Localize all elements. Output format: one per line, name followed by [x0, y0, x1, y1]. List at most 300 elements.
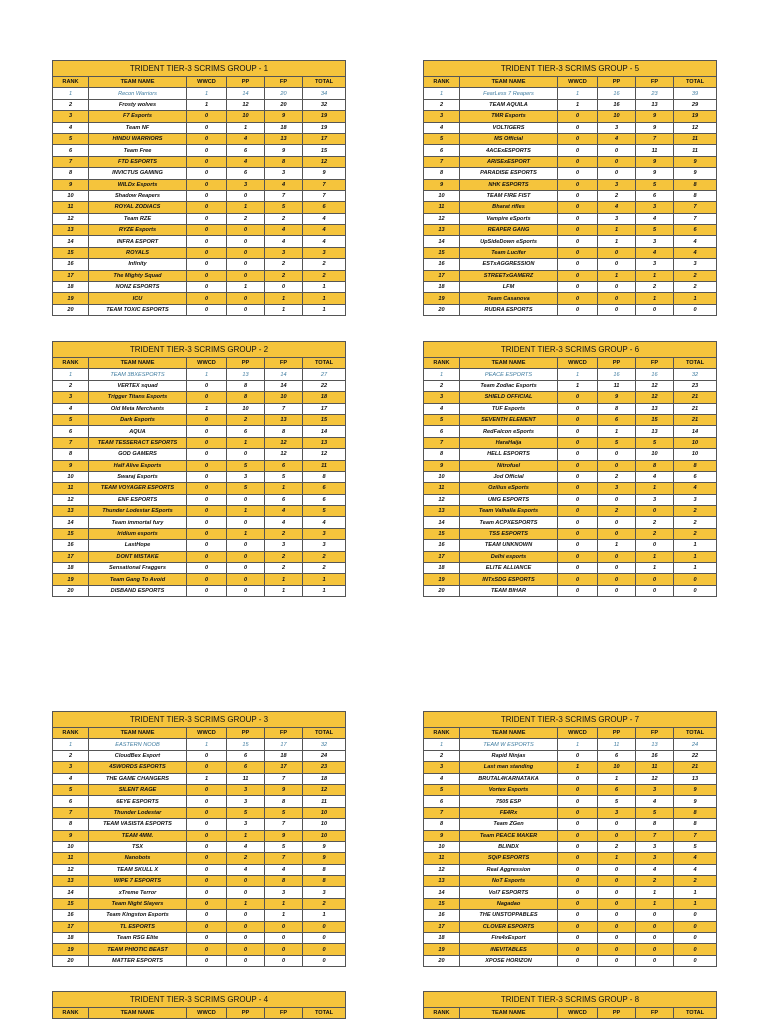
table-row [424, 392, 717, 403]
table-row [424, 293, 717, 304]
table-cell: 0 [558, 528, 598, 539]
column-header: WWCD [187, 358, 227, 369]
table-row [424, 910, 717, 921]
table-row [424, 574, 717, 585]
table-cell: 13 [265, 133, 303, 144]
table-row [53, 796, 346, 807]
table-cell: 5 [227, 807, 265, 818]
table-cell: 3 [303, 887, 346, 898]
table-row [53, 380, 346, 391]
table-cell: 20 [265, 88, 303, 99]
table-cell: 7 [424, 807, 460, 818]
team-name-cell: RUDRA ESPORTS [460, 304, 558, 315]
table-cell: 0 [598, 563, 636, 574]
table-cell: 5 [674, 841, 717, 852]
table-cell: 27 [303, 369, 346, 380]
column-header: WWCD [187, 728, 227, 739]
table-cell: 9 [53, 830, 89, 841]
table-cell: 0 [558, 517, 598, 528]
table-cell: 3 [674, 494, 717, 505]
table-cell: 12 [636, 392, 674, 403]
table-cell: 0 [303, 944, 346, 955]
table-cell: 11 [424, 853, 460, 864]
table-cell: 0 [265, 921, 303, 932]
table-cell: 4 [636, 471, 674, 482]
column-header: WWCD [558, 1008, 598, 1019]
table-cell: 4 [674, 247, 717, 258]
table-row [424, 784, 717, 795]
column-header: TEAM NAME [460, 358, 558, 369]
table-cell: 0 [636, 540, 674, 551]
table-cell: 0 [187, 955, 227, 966]
team-name-cell: Team NF [89, 122, 187, 133]
table-cell: 0 [187, 563, 227, 574]
table-cell: 1 [265, 910, 303, 921]
table-row [53, 517, 346, 528]
table-cell: 1 [598, 225, 636, 236]
table-cell: 9 [636, 156, 674, 167]
table-cell: 1 [303, 293, 346, 304]
table-row [53, 471, 346, 482]
table-cell: 0 [598, 145, 636, 156]
table-cell: 18 [53, 282, 89, 293]
table-cell: 0 [187, 517, 227, 528]
table-row [424, 585, 717, 596]
table-cell: 5 [265, 471, 303, 482]
table-cell: 2 [303, 563, 346, 574]
table-cell: 6 [227, 168, 265, 179]
team-name-cell: ELITE ALLIANCE [460, 563, 558, 574]
table-row [53, 898, 346, 909]
table-row [424, 282, 717, 293]
table-row [53, 247, 346, 258]
team-name-cell: 7505 ESP [460, 796, 558, 807]
team-name-cell: Half Alive Esports [89, 460, 187, 471]
table-cell: 2 [53, 99, 89, 110]
table-cell: 11 [53, 853, 89, 864]
table-cell: 18 [424, 563, 460, 574]
table-cell: 13 [636, 403, 674, 414]
table-cell: 0 [636, 506, 674, 517]
table-row [424, 921, 717, 932]
table-cell: 0 [558, 830, 598, 841]
column-header: WWCD [187, 1008, 227, 1019]
table-cell: 12 [424, 864, 460, 875]
table-cell: 10 [424, 841, 460, 852]
table-cell: 8 [598, 403, 636, 414]
table-cell: 2 [424, 750, 460, 761]
table-row [424, 133, 717, 144]
table-cell: 7 [303, 190, 346, 201]
table-cell: 1 [53, 88, 89, 99]
table-row [53, 213, 346, 224]
table-cell: 0 [598, 933, 636, 944]
team-name-cell: ESTxAGGRESSION [460, 259, 558, 270]
table-row [424, 853, 717, 864]
team-name-cell: ENF ESPORTS [89, 494, 187, 505]
table-cell: 5 [265, 841, 303, 852]
group-title: TRIDENT TIER-3 SCRIMS GROUP - 5 [424, 61, 717, 77]
table-row [424, 841, 717, 852]
table-cell: 0 [558, 887, 598, 898]
table-cell: 0 [265, 944, 303, 955]
table-cell: 2 [303, 898, 346, 909]
table-cell: 1 [265, 585, 303, 596]
team-name-cell: Team immortal fury [89, 517, 187, 528]
table-cell: 0 [636, 574, 674, 585]
table-cell: 0 [187, 270, 227, 281]
table-cell: 0 [227, 190, 265, 201]
table-row [53, 145, 346, 156]
table-row [53, 887, 346, 898]
table-cell: 0 [187, 819, 227, 830]
table-cell: 2 [265, 213, 303, 224]
table-row [53, 293, 346, 304]
team-name-cell: ARISExESPORT [460, 156, 558, 167]
table-cell: 6 [598, 784, 636, 795]
table-cell: 1 [558, 762, 598, 773]
team-name-cell: DONT MISTAKE [89, 551, 187, 562]
table-cell: 3 [53, 392, 89, 403]
table-cell: 7 [424, 156, 460, 167]
table-cell: 9 [424, 179, 460, 190]
table-cell: 19 [53, 574, 89, 585]
table-cell: 0 [187, 156, 227, 167]
column-header: FP [636, 1008, 674, 1019]
table-cell: 0 [187, 247, 227, 258]
table-cell: 15 [53, 247, 89, 258]
table-cell: 4 [265, 179, 303, 190]
table-cell: 0 [227, 259, 265, 270]
team-name-cell: FTD ESPORTS [89, 156, 187, 167]
team-name-cell: Nitrofuel [460, 460, 558, 471]
table-cell: 7 [53, 156, 89, 167]
table-cell: 8 [265, 426, 303, 437]
table-cell: 4 [227, 841, 265, 852]
table-cell: 0 [598, 864, 636, 875]
table-row [53, 773, 346, 784]
table-cell: 7 [674, 213, 717, 224]
team-name-cell: MS Official [460, 133, 558, 144]
table-cell: 0 [558, 122, 598, 133]
standings-table-group [52, 341, 346, 597]
team-name-cell: Team ACPXESPORTS [460, 517, 558, 528]
team-name-cell: Team Lucifer [460, 247, 558, 258]
table-cell: 0 [265, 955, 303, 966]
table-cell: 17 [53, 921, 89, 932]
table-cell: 11 [636, 762, 674, 773]
table-row [424, 99, 717, 110]
table-cell: 0 [187, 259, 227, 270]
table-cell: 4 [674, 853, 717, 864]
table-cell: 2 [265, 551, 303, 562]
table-cell: 4 [53, 122, 89, 133]
table-cell: 6 [674, 471, 717, 482]
table-cell: 1 [674, 293, 717, 304]
table-cell: 29 [674, 99, 717, 110]
table-cell: 1 [636, 887, 674, 898]
table-row [53, 506, 346, 517]
table-cell: 2 [674, 876, 717, 887]
table-cell: 7 [53, 807, 89, 818]
column-header: WWCD [558, 728, 598, 739]
table-row [53, 156, 346, 167]
table-cell: 9 [636, 168, 674, 179]
table-row [53, 739, 346, 750]
team-name-cell: Team Free [89, 145, 187, 156]
team-name-cell: STREETxGAMERZ [460, 270, 558, 281]
table-row [424, 807, 717, 818]
table-row [424, 898, 717, 909]
team-name-cell: HELL ESPORTS [460, 449, 558, 460]
table-row [53, 540, 346, 551]
table-row [53, 933, 346, 944]
team-name-cell: Team RZE [89, 213, 187, 224]
table-cell: 0 [598, 876, 636, 887]
team-name-cell: Trigger Titans Esports [89, 392, 187, 403]
table-cell: 0 [187, 506, 227, 517]
team-name-cell: TEAM AQUILA [460, 99, 558, 110]
team-name-cell: XPOSE HORIZON [460, 955, 558, 966]
team-name-cell: REAPER GANG [460, 225, 558, 236]
table-cell: 5 [636, 807, 674, 818]
table-row [424, 506, 717, 517]
table-cell: 14 [53, 517, 89, 528]
table-cell: 10 [303, 819, 346, 830]
table-cell: 1 [598, 540, 636, 551]
table-cell: 16 [598, 369, 636, 380]
team-name-cell: CloudBex Esport [89, 750, 187, 761]
table-cell: 0 [187, 293, 227, 304]
team-name-cell: xTreme Terror [89, 887, 187, 898]
table-cell: 20 [424, 585, 460, 596]
table-cell: 0 [558, 483, 598, 494]
table-cell: 6 [265, 494, 303, 505]
team-name-cell: Vampire eSports [460, 213, 558, 224]
table-cell: 0 [227, 540, 265, 551]
table-row [424, 403, 717, 414]
table-cell: 0 [187, 540, 227, 551]
table-cell: 16 [53, 259, 89, 270]
team-name-cell: 4SWORDS ESPORTS [89, 762, 187, 773]
team-name-cell: TEAM BIHAR [460, 585, 558, 596]
table-cell: 0 [598, 574, 636, 585]
team-name-cell: SQiP ESPORTS [460, 853, 558, 864]
table-row [424, 449, 717, 460]
table-cell: 0 [558, 921, 598, 932]
team-name-cell: TEAM W ESPORTS [460, 739, 558, 750]
column-header: PP [598, 77, 636, 88]
table-row [53, 168, 346, 179]
column-header: TOTAL [303, 1008, 346, 1019]
table-cell: 1 [674, 898, 717, 909]
table-cell: 19 [424, 293, 460, 304]
table-cell: 1 [227, 898, 265, 909]
table-cell: 2 [424, 380, 460, 391]
table-cell: 10 [303, 830, 346, 841]
table-cell: 0 [598, 819, 636, 830]
table-cell: 2 [227, 853, 265, 864]
group-title: TRIDENT TIER-3 SCRIMS GROUP - 4 [53, 992, 346, 1008]
table-cell: 0 [187, 460, 227, 471]
column-header: PP [227, 1008, 265, 1019]
team-name-cell: Team Casanova [460, 293, 558, 304]
table-cell: 0 [558, 585, 598, 596]
table-cell: 0 [187, 551, 227, 562]
table-cell: 0 [227, 247, 265, 258]
column-header: TOTAL [674, 728, 717, 739]
table-cell: 11 [674, 145, 717, 156]
table-row [53, 944, 346, 955]
table-cell: 8 [303, 864, 346, 875]
table-row [424, 380, 717, 391]
table-cell: 0 [558, 955, 598, 966]
table-cell: 1 [265, 304, 303, 315]
column-header: PP [598, 728, 636, 739]
table-cell: 0 [227, 887, 265, 898]
table-cell: 6 [598, 750, 636, 761]
table-cell: 4 [227, 156, 265, 167]
table-cell: 4 [424, 403, 460, 414]
team-name-cell: TMR Esports [460, 111, 558, 122]
table-cell: 10 [424, 471, 460, 482]
table-cell: 7 [265, 819, 303, 830]
table-cell: 10 [265, 392, 303, 403]
table-cell: 9 [598, 392, 636, 403]
table-cell: 3 [636, 202, 674, 213]
table-cell: 3 [636, 236, 674, 247]
table-cell: 4 [303, 225, 346, 236]
table-cell: 12 [303, 449, 346, 460]
table-cell: 15 [303, 145, 346, 156]
table-cell: 10 [53, 841, 89, 852]
table-cell: 13 [636, 426, 674, 437]
table-cell: 8 [265, 876, 303, 887]
table-cell: 1 [424, 739, 460, 750]
table-cell: 0 [598, 830, 636, 841]
team-name-cell: Nanobots [89, 853, 187, 864]
table-cell: 0 [674, 910, 717, 921]
table-cell: 18 [424, 933, 460, 944]
column-header: FP [265, 77, 303, 88]
table-cell: 0 [265, 282, 303, 293]
table-row [53, 202, 346, 213]
table-row [53, 99, 346, 110]
table-cell: 2 [674, 506, 717, 517]
team-name-cell: HaraHaija [460, 437, 558, 448]
table-cell: 5 [53, 414, 89, 425]
table-cell: 0 [558, 819, 598, 830]
team-name-cell: FE4Rx [460, 807, 558, 818]
team-name-cell: Team Night Slayers [89, 898, 187, 909]
table-cell: 8 [53, 819, 89, 830]
team-name-cell: Bharat rifles [460, 202, 558, 213]
table-row [53, 762, 346, 773]
table-cell: 12 [53, 213, 89, 224]
table-cell: 1 [674, 563, 717, 574]
team-name-cell: Delhi esports [460, 551, 558, 562]
group-title: TRIDENT TIER-3 SCRIMS GROUP - 8 [424, 992, 717, 1008]
table-cell: 0 [558, 750, 598, 761]
table-row [53, 403, 346, 414]
table-cell: 3 [424, 762, 460, 773]
table-cell: 0 [227, 551, 265, 562]
table-cell: 2 [636, 282, 674, 293]
table-cell: 0 [187, 853, 227, 864]
column-header: RANK [424, 728, 460, 739]
table-cell: 4 [53, 403, 89, 414]
table-cell: 20 [53, 304, 89, 315]
table-row [424, 750, 717, 761]
table-cell: 0 [227, 876, 265, 887]
table-cell: 0 [227, 293, 265, 304]
table-cell: 0 [636, 944, 674, 955]
table-cell: 2 [598, 190, 636, 201]
table-cell: 0 [187, 585, 227, 596]
table-cell: 8 [674, 460, 717, 471]
table-cell: 0 [558, 179, 598, 190]
table-cell: 0 [558, 282, 598, 293]
table-cell: 3 [598, 122, 636, 133]
standings-table-group [423, 60, 717, 316]
table-row [424, 145, 717, 156]
table-cell: 0 [558, 796, 598, 807]
table-cell: 0 [303, 921, 346, 932]
table-row [53, 910, 346, 921]
table-row [53, 750, 346, 761]
table-cell: 3 [53, 762, 89, 773]
table-cell: 13 [636, 739, 674, 750]
column-header: RANK [424, 358, 460, 369]
team-name-cell: Jod Official [460, 471, 558, 482]
group-title: TRIDENT TIER-3 SCRIMS GROUP - 6 [424, 342, 717, 358]
table-cell: 2 [303, 270, 346, 281]
table-cell: 3 [227, 179, 265, 190]
table-cell: 5 [227, 483, 265, 494]
table-cell: 0 [674, 574, 717, 585]
team-name-cell: RYZE Esports [89, 225, 187, 236]
table-cell: 1 [227, 830, 265, 841]
table-cell: 0 [227, 225, 265, 236]
table-row [53, 784, 346, 795]
table-row [424, 944, 717, 955]
table-cell: 0 [558, 213, 598, 224]
table-cell: 3 [265, 540, 303, 551]
column-header: TEAM NAME [89, 77, 187, 88]
table-cell: 3 [303, 540, 346, 551]
group-title: TRIDENT TIER-3 SCRIMS GROUP - 2 [53, 342, 346, 358]
table-cell: 9 [636, 111, 674, 122]
table-row [424, 563, 717, 574]
table-cell: 1 [303, 910, 346, 921]
table-cell: 0 [227, 304, 265, 315]
team-name-cell: HINDU WARRIORS [89, 133, 187, 144]
table-cell: 12 [53, 864, 89, 875]
table-cell: 0 [598, 551, 636, 562]
table-cell: 0 [558, 156, 598, 167]
group-title: TRIDENT TIER-3 SCRIMS GROUP - 1 [53, 61, 346, 77]
table-row [424, 259, 717, 270]
table-row [424, 739, 717, 750]
table-cell: 13 [424, 506, 460, 517]
table-cell: 6 [53, 796, 89, 807]
table-cell: 0 [636, 955, 674, 966]
table-cell: 39 [674, 88, 717, 99]
team-name-cell: ROYALS [89, 247, 187, 258]
column-header: TOTAL [303, 358, 346, 369]
table-cell: 0 [636, 304, 674, 315]
table-cell: 21 [674, 392, 717, 403]
